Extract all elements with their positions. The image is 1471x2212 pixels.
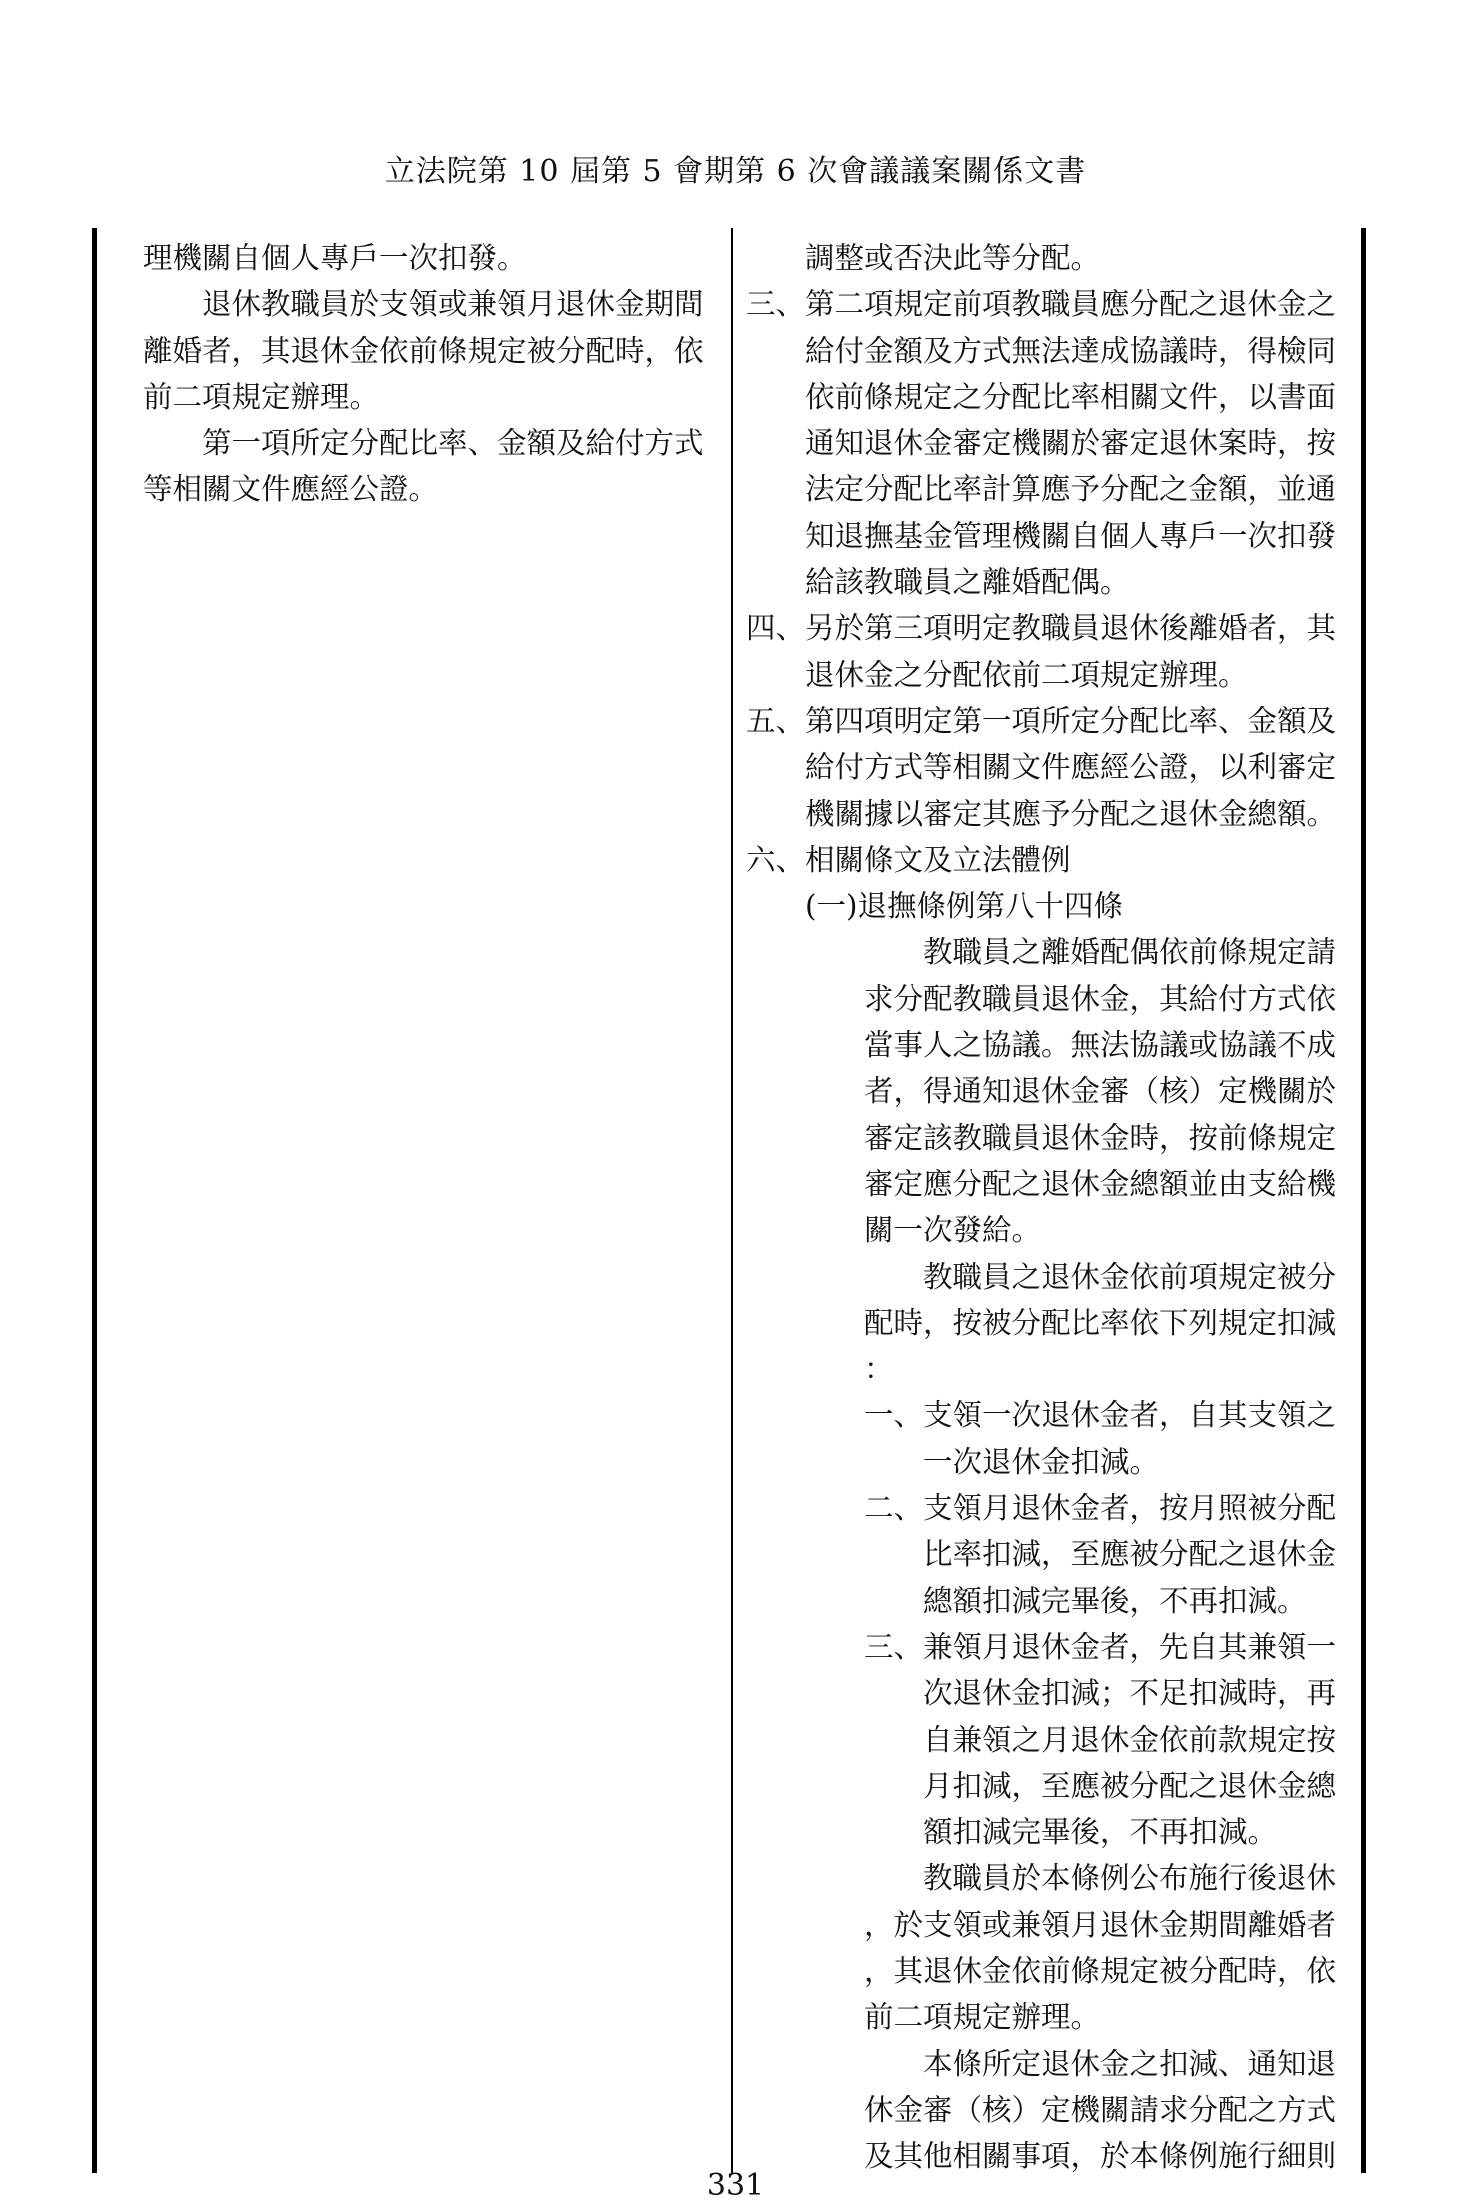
right-line-quote: 教職員之離婚配偶依前條規定請 — [923, 935, 1337, 970]
right-line: 退休金之分配依前二項規定辦理。 — [805, 657, 1248, 692]
right-line-quote: 者，得通知退休金審（核）定機關於 — [864, 1074, 1337, 1109]
right-line-quote: 額扣減完畢後，不再扣減。 — [923, 1815, 1278, 1850]
right-line: 機關據以審定其應予分配之退休金總額。 — [805, 796, 1337, 831]
right-line-quote: 審定該教職員退休金時，按前條規定 — [864, 1120, 1337, 1155]
right-line-quote: 休金審（核）定機關請求分配之方式 — [864, 2092, 1337, 2127]
left-border-rule — [92, 228, 97, 2173]
left-line: 等相關文件應經公證。 — [143, 472, 439, 507]
right-line: 法定分配比率計算應予分配之金額，並通 — [805, 472, 1337, 507]
right-line-quote: 總額扣減完畢後，不再扣減。 — [923, 1583, 1307, 1618]
right-line-quote-item: 二、支領月退休金者，按月照被分配 — [864, 1491, 1337, 1526]
right-line: 給付方式等相關文件應經公證，以利審定 — [805, 750, 1337, 785]
right-line: 知退撫基金管理機關自個人專戶一次扣發 — [805, 518, 1337, 553]
right-line: 通知退休金審定機關於審定退休案時，按 — [805, 426, 1337, 461]
right-line-quote: 審定應分配之退休金總額並由支給機 — [864, 1166, 1337, 1201]
right-line-subitem: (一)退撫條例第八十四條 — [805, 889, 1124, 924]
right-border-rule — [1361, 228, 1366, 2173]
right-line: 給該教職員之離婚配偶。 — [805, 565, 1130, 600]
left-line: 退休教職員於支領或兼領月退休金期間 — [202, 287, 704, 322]
left-line: 離婚者，其退休金依前條規定被分配時，依 — [143, 333, 704, 368]
right-line-quote-item: 三、兼領月退休金者，先自其兼領一 — [864, 1629, 1337, 1664]
right-line-quote: 一次退休金扣減。 — [923, 1444, 1160, 1479]
left-line: 第一項所定分配比率、金額及給付方式 — [202, 426, 704, 461]
right-line-quote: 關一次發給。 — [864, 1213, 1042, 1248]
right-line-quote: ，其退休金依前條規定被分配時，依 — [864, 1953, 1337, 1988]
right-line-item-5: 五、第四項明定第一項所定分配比率、金額及 — [746, 703, 1337, 738]
right-line-quote: 配時，按被分配比率依下列規定扣減 — [864, 1305, 1337, 1340]
right-column — [746, 235, 1350, 2179]
right-line: 調整或否決此等分配。 — [805, 241, 1101, 275]
right-line-quote: 教職員之退休金依前項規定被分 — [923, 1259, 1337, 1294]
right-line-quote: ，於支領或兼領月退休金期間離婚者 — [864, 1907, 1337, 1942]
right-line-quote: 教職員於本條例公布施行後退休 — [923, 1861, 1337, 1896]
right-line: 給付金額及方式無法達成協議時，得檢同 — [805, 333, 1337, 368]
left-line: 前二項規定辦理。 — [143, 379, 380, 414]
left-line: 理機關自個人專戶一次扣發。 — [143, 241, 527, 275]
right-line-quote: 前二項規定辦理。 — [864, 2000, 1101, 2035]
right-line-quote: 當事人之協議。無法協議或協議不成 — [864, 1028, 1337, 1063]
center-divider-rule — [731, 228, 733, 2173]
right-line-quote: 次退休金扣減；不足扣減時，再 — [923, 1676, 1337, 1711]
right-line-quote: 自兼領之月退休金依前款規定按 — [923, 1722, 1337, 1757]
document-header: 立法院第 10 屆第 5 會期第 6 次會議議案關係文書 — [384, 154, 1087, 189]
right-line-quote: 及其他相關事項，於本條例施行細則 — [864, 2139, 1337, 2174]
right-line: 依前條規定之分配比率相關文件，以書面 — [805, 379, 1337, 414]
right-line-quote-item: 一、支領一次退休金者，自其支領之 — [864, 1398, 1337, 1433]
right-line-quote: 本條所定退休金之扣減、通知退 — [923, 2046, 1337, 2081]
left-column — [143, 235, 713, 513]
right-line-quote: 求分配教職員退休金，其給付方式依 — [864, 981, 1337, 1016]
right-line-item-6: 六、相關條文及立法體例 — [746, 842, 1071, 877]
right-line-quote: 月扣減，至應被分配之退休金總 — [923, 1768, 1337, 1803]
right-line-quote: 比率扣減，至應被分配之退休金 — [923, 1537, 1337, 1572]
right-line-item-4: 四、另於第三項明定教職員退休後離婚者，其 — [746, 611, 1337, 646]
page-number: 331 — [706, 2168, 765, 2203]
right-line-item-3: 三、第二項規定前項教職員應分配之退休金之 — [746, 287, 1337, 322]
right-line-quote: ： — [864, 1352, 894, 1387]
